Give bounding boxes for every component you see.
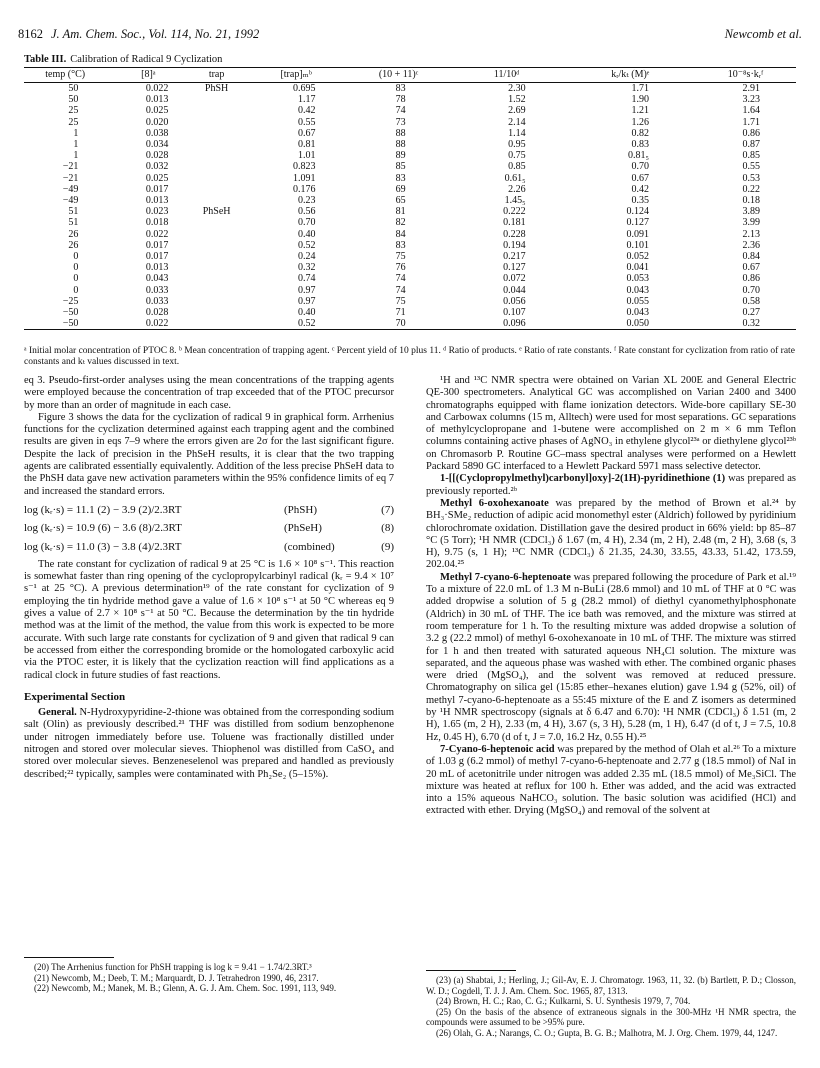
table-cell: 0.95 (508, 139, 526, 151)
column-header: trap (190, 68, 242, 83)
table-cell: 0.81 (298, 139, 316, 151)
table-cell: 0.82 (631, 127, 649, 139)
table-cell: 0.022 (145, 83, 169, 94)
table-cell: 1 (73, 127, 79, 139)
table-header-row (24, 68, 796, 83)
table-cell: 0.017 (145, 239, 169, 251)
table-cell: 0.194 (503, 239, 526, 251)
table-cell: 0.42 (631, 183, 649, 195)
table-cell: 1.71 (742, 116, 760, 128)
equation-9: log (kᵣ·s) = 11.0 (3) − 3.8 (4)/2.3RT (combined) (9) (24, 540, 394, 553)
table-cell: PhSeH (202, 206, 231, 218)
column-header: 10⁻⁸s·kᵣᶠ (695, 68, 796, 83)
table-cell: 0.034 (145, 139, 169, 151)
table-cell: 51 (68, 217, 79, 229)
table-cell: 0.70 (298, 217, 316, 229)
paragraph: The rate constant for cyclization of radical 9 at 25 °C is 1.6 × 10⁸ s⁻¹. This reaction is somewhat faster than ring opening of the cyclopropylcarbinyl radical (kᵣ = 9.4 × 10⁷ s⁻¹ at 25 °C). A previous determination¹⁹ of the rate constant for cyclization of 9 employing the tin hydride method gave a value of 1.6 × 10⁸ s⁻¹ at 50 °C whereas eq 9 gives a value of 2.7 × 10⁸ s⁻¹ at 50 °C. Because the determination by the tin hydride method was at the limit of the method, the value from this work is expected to be more accurate. With such large rate constants for cyclization of 9 and given that radical 9 can be accessed from either the corresponding bromide or the homologated carboxylic acid via the PTOC ester, it is likely that the cyclization reaction will find applications as a radical clock in future studies of fast reactions. (24, 558, 394, 681)
table-cell: 0.55 (742, 161, 760, 173)
table-cell: 74 (395, 284, 406, 296)
table-cell (190, 161, 242, 172)
table-cell: 0.86 (742, 127, 760, 139)
table-cell: 0.70 (631, 161, 649, 173)
column-header: temp (°C) (24, 68, 106, 83)
table-cell: 0.124 (626, 206, 649, 218)
table-row (24, 296, 796, 307)
table-row (24, 307, 796, 318)
table-cell: 0.022 (145, 228, 169, 240)
table-cell: 1.26 (631, 116, 649, 128)
table-cell (190, 262, 242, 273)
table-cell: 75 (395, 251, 406, 263)
table-row (24, 184, 796, 195)
table-cell: 0.32 (298, 262, 316, 274)
footnote: (24) Brown, H. C.; Rao, C. G.; Kulkarni, S. U. Synthesis 1979, 7, 704. (436, 996, 691, 1006)
table-cell: 0.033 (145, 295, 169, 307)
table-body (24, 83, 796, 330)
table-cell: 0.70 (742, 284, 760, 296)
footnote-rule (426, 970, 516, 971)
table-row (24, 262, 796, 273)
table-cell (190, 296, 242, 307)
table-cell (190, 128, 242, 139)
column-header: kᵣ/kₜ (M)ᵉ (566, 68, 695, 83)
table-cell: 0.27 (742, 307, 760, 319)
table-cell: 0.052 (626, 251, 649, 263)
table-row (24, 139, 796, 150)
table-cell: 65 (395, 195, 406, 207)
table-cell: 0.40 (298, 228, 316, 240)
table-cell: 83 (395, 83, 406, 94)
table-cell: 2.91 (742, 83, 760, 94)
table-cell: 0.55 (298, 116, 316, 128)
paragraph: ¹H and ¹³C NMR spectra were obtained on Varian XL 200E and General Electric QE-300 spectrometers. Analytical GC was accomplished on Varian 2400 and 3400 chromatographs equipped with flame ionization detectors. Wide-bore capillary SE-30 and Carbowax columns (15 m, Alltech) were used for most separations. GC separations of methylcyclopropane and 1-butene were accomplished on 2 m × 6 mm Teflon columns containing active phases of AgNO₃ in ethylene glycol²³ᵃ or diethylene glycol²³ᵇ on Chromasorb P. Routine GC–mass spectral analyses were performed on a Hewlett Packard 5890 GC interfaced to a Hewlett Packard 5971 mass selective detector. (426, 375, 796, 473)
table-cell: 0.52 (298, 239, 316, 251)
table-cell: 1.45₅ (504, 195, 526, 207)
table-cell: 0.24 (298, 251, 316, 263)
right-column (426, 375, 796, 818)
table-cell: 0.84 (742, 251, 760, 263)
equation-7: log (kᵣ·s) = 11.1 (2) − 3.9 (2)/2.3RT (PhSH) (7) (24, 503, 394, 516)
table-cell: 0.228 (503, 228, 526, 240)
table-cell: 82 (395, 217, 406, 229)
table-cell: 0.023 (145, 206, 169, 218)
table-cell: 0.043 (626, 307, 649, 319)
table-cell: 0.017 (145, 183, 169, 195)
table-cell: 1.90 (631, 94, 649, 106)
table-cell: 85 (395, 161, 406, 173)
table-cell: 0.67 (631, 172, 649, 184)
right-footnotes (426, 975, 796, 1038)
table-cell: 0.35 (631, 195, 649, 207)
table-cell (190, 184, 242, 195)
table-cell: 71 (395, 307, 406, 319)
table-cell: 0.013 (145, 262, 169, 274)
table-cell: 0 (73, 284, 79, 296)
table-cell: 0.018 (145, 217, 169, 229)
table-cell: 88 (395, 139, 406, 151)
table-cell (190, 94, 242, 105)
table-cell: 0.096 (448, 318, 566, 330)
table-cell: 0.101 (626, 239, 649, 251)
table-cell: 0.056 (503, 295, 526, 307)
table-row (24, 150, 796, 161)
table-cell: 0 (73, 273, 79, 285)
table-cell: 0.83 (631, 139, 649, 151)
table-cell (190, 195, 242, 206)
table-cell: 0.020 (145, 116, 169, 128)
table-cell: 0.044 (503, 284, 526, 296)
table-cell: 0.043 (626, 284, 649, 296)
paragraph: Methyl 7-cyano-6-heptenoate was prepared following the procedure of Park et al.¹⁹ To a mixture of 22.0 mL of 1.3 M n-BuLi (28.6 mmol) and 10 mL of THF at 0 °C was added dropwise a solution of 5 g (28.2 mmol) of diethyl cyanomethylphosphonate (Aldrich) in 30 mL of THF. The ice bath was removed, and the mixture was stirred at room temperature for 1 h. To the resulting mixture was added dropwise a solution of 3.2 g (22.2 mmol) of methyl 6-oxohexanoate in 10 mL of THF. The mixture was stirred for 1 h and then treated with saturated aqueous NH₄Cl solution. The mixture was separated, and the aqueous phase was washed with ether. The combined organic phases were dried (MgSO₄), and the solvent was removed at reduced pressure. Chromatography on silica gel (15:85 ether–hexanes elution) gave 1.94 g (52%, oil) of methyl 7-cyano-6-heptenoate as a 55:45 mixture of the E and Z isomers as determined by ¹H NMR spectroscopy (signals at δ 6.47 and 6.70): ¹H NMR (CDCl₃) δ 1.51 (m, 2 H), 1.65 (m, 2 H), 2.33 (m, 4 H), 3.67 (s, 3 H), 5.28 (m, 1 H), 6.47 (d of t, J = 7.5, 10.8 Hz, 0.45 H), 6.70 (d of t, J = 7.0, 16.2 Hz, 0.55 H).²⁵ (426, 571, 796, 743)
table-cell (190, 251, 242, 262)
table-cell: 0.013 (145, 94, 169, 106)
page-number: 8162 (18, 27, 43, 41)
table-row (24, 240, 796, 251)
table-cell (190, 150, 242, 161)
left-column (24, 375, 394, 781)
table-cell: 50 (68, 83, 79, 94)
footnote: (25) On the basis of the absence of extraneous signals in the 300-MHz ¹H NMR spectra, the compounds were assumed to be >95% pure. (426, 1006, 796, 1027)
table-row (24, 273, 796, 284)
table-cell: −50 (62, 307, 79, 319)
table-cell: 0.176 (293, 183, 316, 195)
column-header: [8]ᵃ (106, 68, 190, 83)
table-row (24, 285, 796, 296)
footnote-rule (24, 957, 114, 958)
table-cell: 0.81₅ (627, 150, 649, 162)
footnote: (23) (a) Shabtai, J.; Herling, J.; Gil-Av, E. J. Chromatogr. 1963, 11, 32. (b) Bartlett, P. D.; Closson, W. D.; Cogdell, T. J. J. Am. Chem. Soc. 1965, 87, 1313. (426, 975, 796, 996)
paragraph: Methyl 6-oxohexanoate was prepared by the method of Brown et al.²⁴ by BH₃·SMe₂ reduction of adipic acid monomethyl ester (Aldrich) followed by pyridinium chlorochromate oxidation. Distillation gave the desired product in 66% yield: bp 85–87 °C (5 Torr); ¹H NMR (CDCl₃) δ 1.67 (m, 4 H), 2.34 (m, 2 H), 2.48 (m, 2 H), 3.68 (s, 3 H), 9.75 (s, 1 H); ¹³C NMR (CDCl₃) δ 21.35, 24.30, 33.55, 43.33, 51.42, 173.59, 202.04.²⁵ (426, 497, 796, 571)
table-cell (190, 240, 242, 251)
table-cell (190, 273, 242, 284)
table-cell (190, 139, 242, 150)
table-cell: 0.67 (742, 262, 760, 274)
table-cell: 88 (395, 127, 406, 139)
table-cell: 0.823 (293, 161, 316, 173)
table-cell: 0.86 (742, 273, 760, 285)
table-cell: 74 (395, 273, 406, 285)
table-cell: 0.033 (145, 284, 169, 296)
table-cell: 0.61₅ (504, 172, 526, 184)
table-cell: 2.30 (508, 83, 526, 94)
table-cell: 1.01 (298, 150, 316, 162)
table-cell: 0.23 (298, 195, 316, 207)
table-cell: 2.14 (508, 116, 526, 128)
table-row (24, 161, 796, 172)
paragraph: General. N-Hydroxypyridine-2-thione was obtained from the corresponding sodium salt (Olin) as previously described.²¹ THF was distilled from sodium benzophenone under nitrogen immediately before use. Toluene was fractionally distilled under nitrogen and stored over molecular sieves. Thiophenol was distilled from CaSO₄ and stored over molecular sieves. Benzeneselenol was prepared and handled as previously described;²² typically, samples were contaminated with Ph₂Se₂ (5–15%). (24, 707, 394, 780)
table-cell: 25 (68, 116, 79, 128)
table-cell: 83 (395, 239, 406, 251)
table-cell: 0.85 (508, 161, 526, 173)
table-cell: 3.89 (742, 206, 760, 218)
table-cell: 1.091 (293, 172, 316, 184)
table-cell: 0.043 (145, 273, 169, 285)
table-cell: 0.67 (298, 127, 316, 139)
table-cell: −49 (62, 195, 79, 207)
table-cell: 0.18 (742, 195, 760, 207)
table-cell: 0.85 (742, 150, 760, 162)
footnote: (26) Olah, G. A.; Narangs, C. O.; Gupta, B. G. B.; Malhotra, M. J. Org. Chem. 1979, 44, 1247. (436, 1027, 778, 1038)
table-label: Table III. (24, 54, 67, 65)
table-cell: 69 (395, 183, 406, 195)
table-cell: 0.107 (503, 307, 526, 319)
table-cell: 84 (395, 228, 406, 240)
table-cell: 70 (350, 318, 448, 330)
table-cell: 0.017 (145, 251, 169, 263)
table-cell: 0.695 (293, 83, 316, 94)
table-cell: 0.42 (298, 105, 316, 117)
table-cell: −49 (62, 183, 79, 195)
table-cell: 0.022 (106, 318, 190, 330)
table-cell: 0.217 (503, 251, 526, 263)
table-cell: 2.69 (508, 105, 526, 117)
table-cell: 1 (73, 150, 79, 162)
section-heading: Experimental Section (24, 690, 126, 703)
table-cell: 0.40 (298, 307, 316, 319)
table-cell (190, 117, 242, 128)
table-row (24, 318, 796, 330)
table-cell: 0.055 (626, 295, 649, 307)
author-header: Newcomb et al. (724, 27, 802, 41)
table-cell: 73 (395, 116, 406, 128)
column-header: 11/10ᵈ (448, 68, 566, 83)
table-cell (190, 217, 242, 228)
table-cell: 51 (68, 206, 79, 218)
table-row (24, 105, 796, 116)
table-cell: −50 (24, 318, 106, 330)
table-cell: 0 (73, 251, 79, 263)
table-cell: 1.64 (742, 105, 760, 117)
table-cell: 74 (395, 105, 406, 117)
table-cell (190, 229, 242, 240)
table-cell: 1.71 (631, 83, 649, 94)
paragraph: 1-[[(Cyclopropylmethyl)carbonyl]oxy]-2(1H)-pyridinethione (1) was prepared as previously reported.²ᵇ (426, 473, 796, 497)
table-cell: 76 (395, 262, 406, 274)
table-row (24, 195, 796, 206)
table-cell: 0.032 (145, 161, 169, 173)
table-cell: 1.14 (508, 127, 526, 139)
table-row (24, 117, 796, 128)
table-cell: 0.32 (695, 318, 796, 330)
table-cell: 2.36 (742, 239, 760, 251)
table-cell: 0.028 (145, 150, 169, 162)
paragraph: Figure 3 shows the data for the cyclization of radical 9 in graphical form. Arrhenius functions for the cyclization determined against each trapping agent and the combined results are given in eqs 7–9 where the errors given are 2σ for the last significant figure. Despite the lack of precision in the PhSeH results, it is clear that the two trapping agents are calibrated essentially equivalently. Addition of the less precise PhSeH data to the PhSH data gave new activation parameters within the 95% confidence limits of eq 7 and increased the standard errors. (24, 411, 394, 497)
table-cell: 1.21 (631, 105, 649, 117)
table-cell: 0.041 (626, 262, 649, 274)
footnote: (20) The Arrhenius function for PhSH trapping is log k = 9.41 − 1.74/2.3RT.³ (34, 962, 312, 972)
table-cell: 2.13 (742, 228, 760, 240)
table-cell: 0.181 (503, 217, 526, 229)
table-cell: 0.52 (243, 318, 350, 330)
table-cell: PhSH (204, 83, 229, 94)
table-cell: 1.17 (298, 94, 316, 106)
table-cell: 0.038 (145, 127, 169, 139)
table-cell: 25 (68, 105, 79, 117)
footnote: (21) Newcomb, M.; Deeb, T. M.; Marquardt, D. J. Tetrahedron 1990, 46, 2317. (34, 972, 319, 983)
table-row (24, 217, 796, 228)
table-cell: 0.053 (626, 273, 649, 285)
table-cell (190, 173, 242, 184)
column-header: (10 + 11)ᶜ (350, 68, 448, 83)
table-cell: 81 (395, 206, 406, 218)
table-row (24, 94, 796, 105)
running-header (18, 27, 802, 43)
table-cell: 0.127 (626, 217, 649, 229)
table-cell: 26 (68, 228, 79, 240)
column-header: [trap]ₘᵇ (243, 68, 350, 83)
table-cell: 3.23 (742, 94, 760, 106)
table-title: Calibration of Radical 9 Cyclization (70, 54, 223, 65)
table-cell: 0.050 (566, 318, 695, 330)
table-cell: 3.99 (742, 217, 760, 229)
table-cell: 0.74 (298, 273, 316, 285)
table-row (24, 83, 796, 95)
table-cell (190, 285, 242, 296)
table-cell: 0.072 (503, 273, 526, 285)
equation-8: log (kᵣ·s) = 10.9 (6) − 3.6 (8)/2.3RT (PhSeH) (8) (24, 522, 394, 535)
journal-citation: J. Am. Chem. Soc., Vol. 114, No. 21, 1992 (51, 27, 260, 41)
table-cell: 0.013 (145, 195, 169, 207)
table-cell: 0 (73, 262, 79, 274)
table-cell: 1 (73, 139, 79, 151)
left-footnotes (24, 962, 394, 994)
table-cell: 78 (395, 94, 406, 106)
table-cell: 0.53 (742, 172, 760, 184)
table-row (24, 251, 796, 262)
table-cell: 50 (68, 94, 79, 106)
table-cell: 75 (395, 295, 406, 307)
calibration-table (24, 67, 796, 330)
table-cell: 0.22 (742, 183, 760, 195)
table-cell: 83 (395, 172, 406, 184)
table-cell: 89 (395, 150, 406, 162)
table-cell: 0.58 (742, 295, 760, 307)
table-footnote: ᵃ Initial molar concentration of PTOC 8. ᵇ Mean concentration of trapping agent. ᶜ Percent yield of 10 plus 11. ᵈ Ratio of products. ᵉ Ratio of rate constants. ᶠ Rate constant for cyclization from ratio of rate constants and kₜ values discussed in text. (24, 346, 795, 367)
table-cell: 0.87 (742, 139, 760, 151)
table-cell: 0.97 (298, 295, 316, 307)
table-cell: −25 (62, 295, 79, 307)
table-cell (190, 307, 242, 318)
table-cell: 0.75 (508, 150, 526, 162)
table-cell (190, 105, 242, 116)
table-cell: 0.127 (503, 262, 526, 274)
table-cell: 0.97 (298, 284, 316, 296)
table-cell: 1.52 (508, 94, 526, 106)
table-caption (24, 54, 222, 65)
table-cell (190, 318, 242, 330)
paragraph: 7-Cyano-6-heptenoic acid was prepared by the method of Olah et al.²⁶ To a mixture of 1.03 g (6.2 mmol) of methyl 7-cyano-6-heptenoate and 2.77 g (18.5 mmol) of NaI in 20 mL of acetonitrile under nitrogen was added 2.35 mL (18.5 mmol) of Me₃SiCl. The mixture was heated at reflux for 100 h. Ether was added, and the acid was extracted into a 15% aqueous NaHCO₃ solution. The basic solution was acidified (HCl) and extracted with ether. Drying (MgSO₄) and removal of the solvent at (426, 743, 796, 817)
table-cell: 0.025 (145, 105, 169, 117)
table-row (24, 128, 796, 139)
paragraph: eq 3. Pseudo-first-order analyses using the mean concentrations of the trapping agents were employed because the concentration of trap exceeded that of the PTOC precursor by more than an order of magnitude in each case. (24, 375, 394, 411)
table-cell: −21 (62, 161, 79, 173)
table-cell: 0.028 (145, 307, 169, 319)
table-cell: 0.025 (145, 172, 169, 184)
table-cell: −21 (62, 172, 79, 184)
table-cell: 0.222 (503, 206, 526, 218)
table-cell: 2.26 (508, 183, 526, 195)
footnote: (22) Newcomb, M.; Manek, M. B.; Glenn, A. G. J. Am. Chem. Soc. 1991, 113, 949. (34, 983, 337, 993)
table-row (24, 206, 796, 217)
table-cell: 0.091 (626, 228, 649, 240)
table-row (24, 229, 796, 240)
table-row (24, 173, 796, 184)
table-cell: 26 (68, 239, 79, 251)
table-cell: 0.56 (298, 206, 316, 218)
